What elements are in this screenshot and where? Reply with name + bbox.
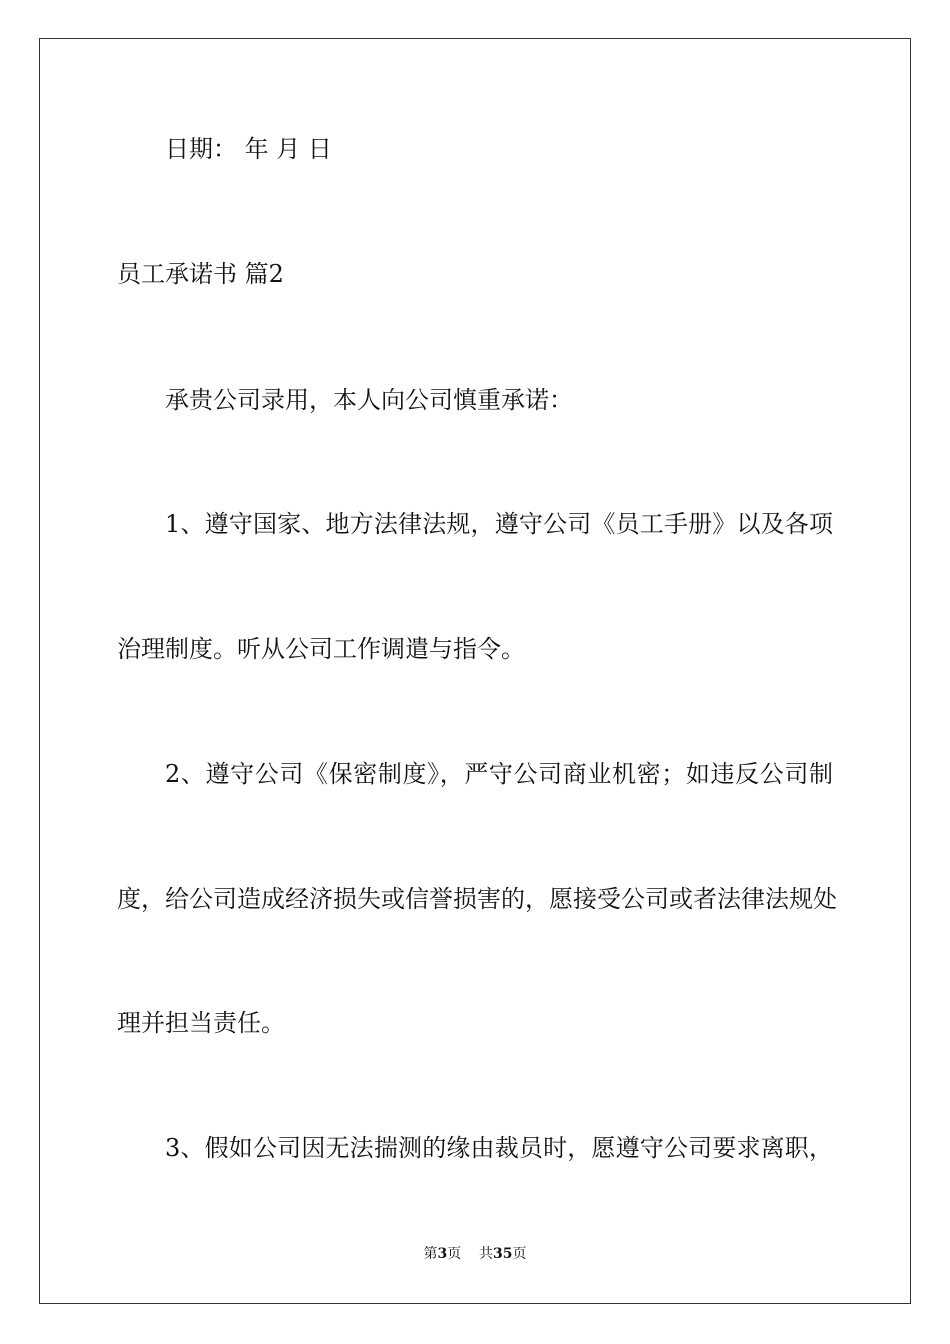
footer-prefix: 第: [423, 1246, 438, 1262]
footer-suffix: 页: [512, 1246, 527, 1262]
paragraph-line: 3、假如公司因无法揣测的缘由裁员时，愿遵守公司要求离职，: [165, 1134, 834, 1162]
paragraph-line: 治理制度。听从公司工作调遣与指令。: [117, 635, 525, 663]
paragraph-line: 承贵公司录用，本人向公司慎重承诺：: [165, 386, 573, 414]
page-footer: [0, 1245, 950, 1263]
footer-mid: 页 共: [447, 1246, 494, 1262]
paragraph-line: 度，给公司造成经济损失或信誉损害的，愿接受公司或者法律法规处: [117, 885, 837, 913]
current-page-number: 3: [437, 1246, 448, 1262]
page-border: [39, 38, 911, 1304]
paragraph-line: 理并担当责任。: [117, 1009, 285, 1037]
section-heading: 员工承诺书 篇2: [117, 260, 284, 288]
total-pages-number: 35: [493, 1246, 513, 1262]
date-line: 日期： 年 月 日: [165, 135, 332, 163]
paragraph-line: 1、遵守国家、地方法律法规，遵守公司《员工手册》以及各项: [165, 510, 834, 538]
paragraph-line: 2、遵守公司《保密制度》，严守公司商业机密；如违反公司制: [165, 760, 834, 788]
